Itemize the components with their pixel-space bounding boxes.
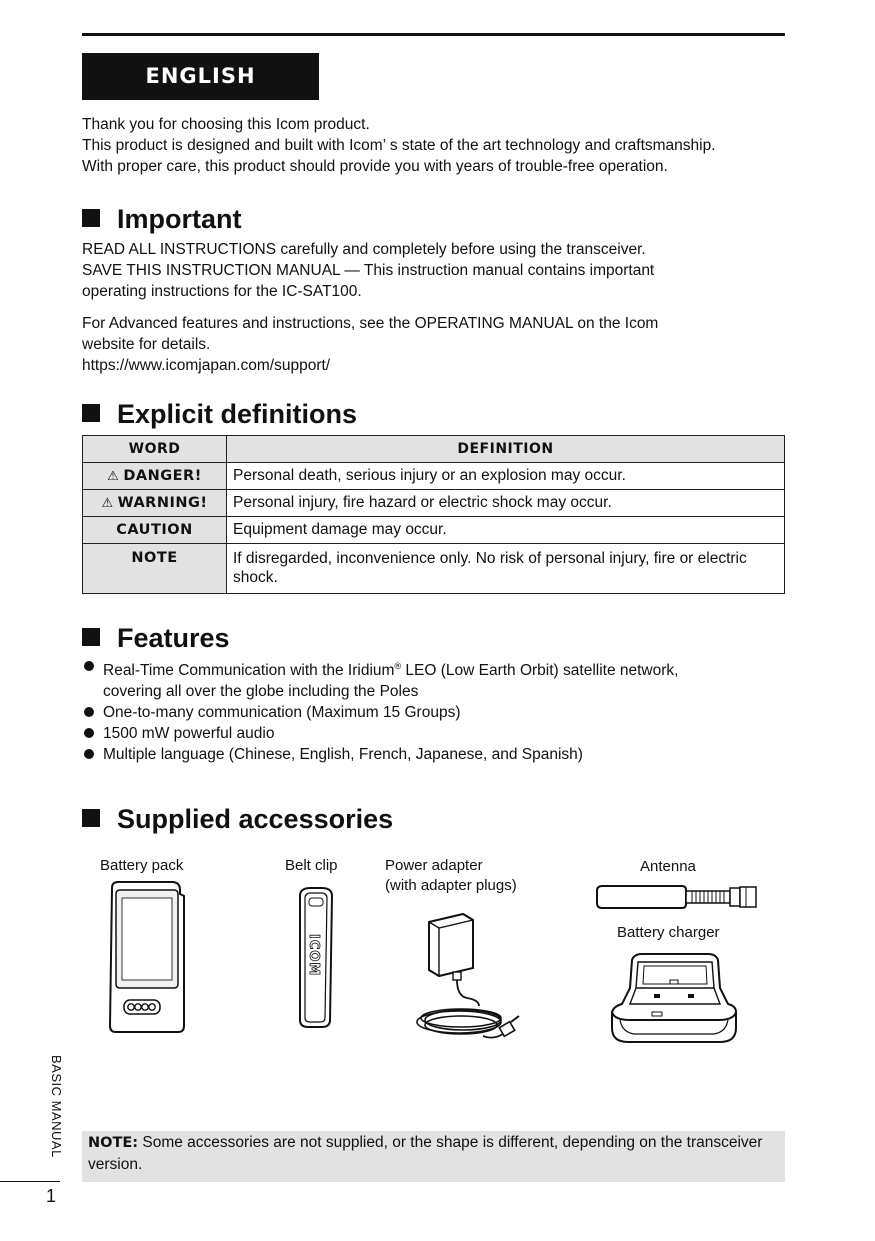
feature-text: Real-Time Communication with the Iridium	[103, 662, 395, 680]
advanced-line: website for details.	[82, 336, 211, 353]
word-cell: CAUTION	[83, 517, 227, 544]
definitions-title: Explicit definitions	[117, 399, 358, 429]
word-label: WARNING!	[117, 495, 208, 511]
battery-pack-label: Battery pack	[100, 857, 184, 874]
antenna-label: Antenna	[640, 858, 696, 875]
definitions-heading	[82, 397, 357, 431]
feature-text: 1500 mW powerful audio	[103, 725, 275, 743]
power-adapter-label-line: (with adapter plugs)	[385, 877, 517, 894]
definition-cell: Personal injury, fire hazard or electric shock may occur.	[227, 490, 785, 517]
definition-cell: Personal death, serious injury or an explosion may occur.	[227, 463, 785, 490]
power-adapter-label	[385, 856, 517, 896]
feature-text: covering all over the globe including the Poles	[103, 683, 419, 701]
square-bullet-icon	[82, 809, 100, 827]
square-bullet-icon	[82, 209, 100, 227]
support-link[interactable]: https://www.icomjapan.com/support/	[82, 357, 331, 374]
registered-mark: ®	[394, 661, 402, 671]
belt-clip-image	[292, 886, 338, 1030]
features-list	[82, 656, 787, 765]
feature-text: One-to-many communication (Maximum 15 Groups)	[103, 704, 461, 722]
intro-line: With proper care, this product should provide you with years of trouble-free operation.	[82, 158, 668, 175]
word-cell	[83, 490, 227, 517]
feature-text: LEO (Low Earth Orbit) satellite network,	[401, 662, 679, 680]
important-line: SAVE THIS INSTRUCTION MANUAL — This instruction manual contains important	[82, 262, 655, 279]
word-label: DANGER!	[123, 468, 202, 484]
definitions-table	[82, 435, 785, 594]
bullet-icon	[84, 707, 94, 717]
square-bullet-icon	[82, 404, 100, 422]
power-adapter-label-line: Power adapter	[385, 857, 483, 874]
belt-clip-label: Belt clip	[285, 857, 338, 874]
important-line: READ ALL INSTRUCTIONS carefully and completely before using the transceiver.	[82, 241, 646, 258]
bullet-icon	[84, 728, 94, 738]
bullet-icon	[84, 749, 94, 759]
col-word-header: WORD	[83, 436, 227, 463]
note-label: NOTE:	[88, 1135, 139, 1151]
word-cell	[83, 463, 227, 490]
important-line: operating instructions for the IC-SAT100.	[82, 283, 362, 300]
definition-cell: Equipment damage may occur.	[227, 517, 785, 544]
bullet-icon	[84, 661, 94, 671]
page-number: 1	[46, 1186, 57, 1206]
intro-line: Thank you for choosing this Icom product.	[82, 116, 370, 133]
list-item	[82, 702, 787, 723]
power-adapter-image	[413, 910, 523, 1045]
list-item	[82, 656, 787, 702]
important-heading	[82, 202, 242, 236]
important-title: Important	[117, 204, 242, 234]
important-paragraph	[82, 239, 792, 302]
accessories-heading	[82, 802, 393, 836]
battery-charger-label: Battery charger	[617, 924, 720, 941]
features-title: Features	[117, 623, 230, 653]
battery-charger-image	[608, 950, 740, 1046]
table-row	[83, 544, 785, 594]
warning-triangle-icon: ⚠	[101, 496, 114, 511]
table-row	[83, 517, 785, 544]
accessories-title: Supplied accessories	[117, 804, 394, 834]
definition-cell: If disregarded, inconvenience only. No risk of personal injury, fire or electric shock.	[227, 544, 785, 594]
antenna-image	[594, 882, 760, 912]
table-header-row	[83, 436, 785, 463]
language-tab: ENGLISH	[82, 53, 319, 100]
note-text: Some accessories are not supplied, or the shape is different, depending on the transceiver version.	[88, 1134, 763, 1173]
word-cell: NOTE	[83, 544, 227, 594]
list-item	[82, 744, 787, 765]
page-rule	[0, 1181, 60, 1182]
note-box	[82, 1131, 785, 1182]
warning-triangle-icon: ⚠	[107, 469, 120, 484]
col-definition-header: DEFINITION	[227, 436, 785, 463]
list-item	[82, 723, 787, 744]
features-heading	[82, 621, 230, 655]
intro-line: This product is designed and built with Icom’ s state of the art technology and craftsmanship.	[82, 137, 716, 154]
square-bullet-icon	[82, 628, 100, 646]
belt-clip-brand: ICOM	[306, 934, 321, 977]
advanced-paragraph	[82, 313, 792, 376]
top-rule	[82, 33, 785, 36]
intro-paragraph	[82, 114, 792, 177]
table-row	[83, 463, 785, 490]
feature-text: Multiple language (Chinese, English, French, Japanese, and Spanish)	[103, 746, 583, 764]
advanced-line: For Advanced features and instructions, see the OPERATING MANUAL on the Icom	[82, 315, 659, 332]
table-row	[83, 490, 785, 517]
side-label: BASIC MANUAL	[49, 1055, 64, 1158]
battery-pack-image	[100, 880, 190, 1036]
